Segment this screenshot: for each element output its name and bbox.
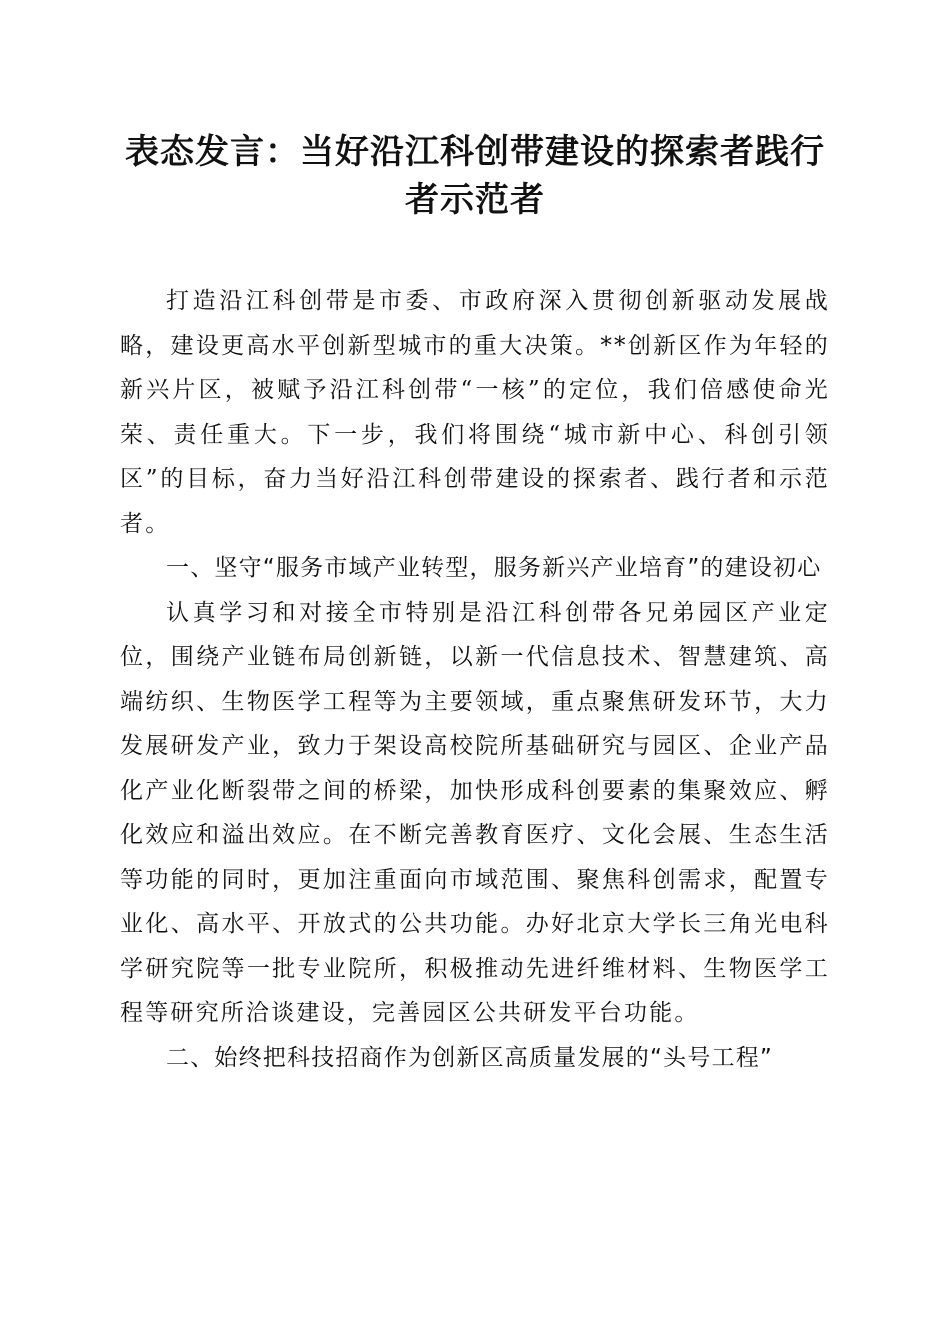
intro-paragraph: 打造沿江科创带是市委、市政府深入贯彻创新驱动发展战略，建设更高水平创新型城市的重大决策。**创新区作为年轻的新兴片区，被赋予沿江科创带“一核”的定位，我们倍感使命光荣、责任重大。下一步，我们将围绕“城市新中心、科创引领区”的目标，奋力当好沿江科创带建设的探索者、践行者和示范者。 [120,288,830,537]
section-heading-2: 二、始终把科技招商作为创新区高质量发展的“头号工程” [166,1044,774,1071]
document-body [120,279,830,1080]
section-heading-1: 一、坚守“服务市域产业转型，服务新兴产业培育”的建设初心 [166,555,822,581]
document-title: 表态发言：当好沿江科创带建设的探索者践行者示范者 [125,132,825,220]
document-page [120,128,830,1080]
section-1-paragraph: 认真学习和对接全市特别是沿江科创带各兄弟园区产业定位，围绕产业链布局创新链，以新一代信息技术、智慧建筑、高端纺织、生物医学工程等为主要领域，重点聚焦研发环节，大力发展研发产业，致力于架设高校院所基础研究与园区、企业产品化产业化断裂带之间的桥梁，加快形成科创要素的集聚效应、孵化效应和溢出效应。在不断完善教育医疗、文化会展、生态生活等功能的同时，更加注重面向市域范围、聚焦科创需求，配置专业化、高水平、开放式的公共功能。办好北京大学长三角光电科学研究院等一批专业院所，积极推动先进纤维材料、生物医学工程等研究所洽谈建设，完善园区公共研发平台功能。 [120,599,830,1026]
